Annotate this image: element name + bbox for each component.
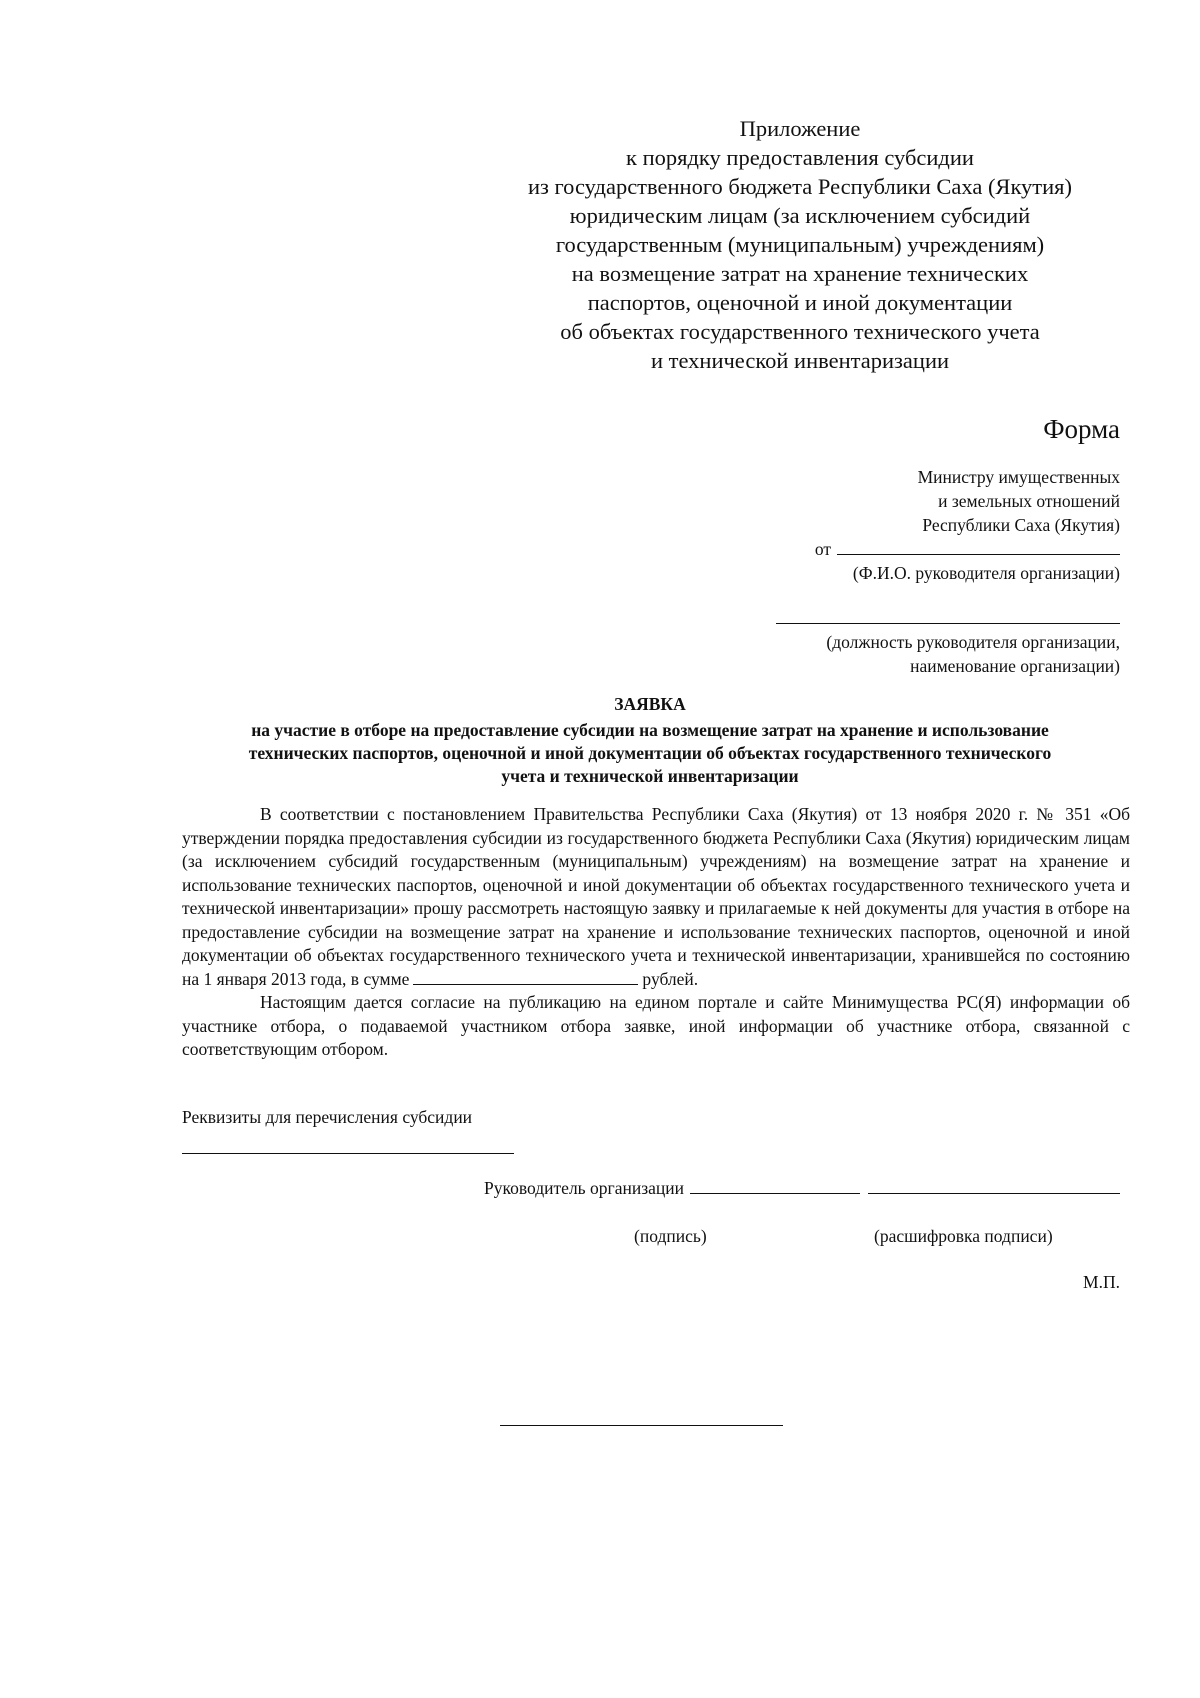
appendix-line: к порядку предоставления субсидии [626, 145, 974, 170]
appendix-line: и технической инвентаризации [650, 348, 950, 373]
from-row [700, 537, 1120, 561]
requisites-label: Реквизиты для перечисления субсидии [182, 1107, 473, 1127]
position-caption-2: наименование организации) [910, 656, 1120, 676]
appendix-line: юридическим лицам (за исключением субсидий [569, 203, 1031, 228]
amount-suffix: рублей. [642, 968, 699, 989]
title-line-1: на участие в отборе на предоставление субсидии на возмещение затрат на хранение и использование [251, 720, 1049, 740]
signature-caption: (подпись) [634, 1226, 707, 1246]
requisites-field[interactable] [182, 1153, 514, 1154]
signature-row [484, 1177, 1120, 1199]
signature-field[interactable] [690, 1177, 860, 1194]
addressee-line-3: Республики Саха (Якутия) [922, 515, 1120, 535]
addressee-block [700, 465, 1120, 678]
position-caption-1: (должность руководителя организации, [826, 632, 1120, 652]
position-field[interactable] [776, 603, 1120, 624]
decode-caption: (расшифровка подписи) [874, 1226, 1053, 1246]
footer-divider [500, 1425, 783, 1426]
head-label: Руководитель организации [484, 1178, 684, 1198]
appendix-header [470, 114, 1130, 375]
appendix-line: государственным (муниципальным) учреждениям) [555, 232, 1045, 257]
title-line-2: технических паспортов, оценочной и иной документации об объектах государственного технического [248, 743, 1052, 763]
application-title [175, 693, 1125, 788]
appendix-line: из государственного бюджета Республики Саха (Якутия) [527, 174, 1073, 199]
body-paragraph-2: Настоящим дается согласие на публикацию на едином портале и сайте Минимущества РС(Я) информации об участнике отбора, о подаваемой участником отбора заявке, иной информации об участнике отбора, связанной с соответствующим отбором. [182, 992, 1130, 1059]
from-label: от [814, 539, 831, 559]
addressee-line-1: Министру имущественных [917, 467, 1120, 487]
application-body [182, 803, 1130, 1062]
signature-decode-field[interactable] [868, 1177, 1120, 1194]
addressee-line-2: и земельных отношений [938, 491, 1120, 511]
stamp-label: М.П. [1083, 1272, 1120, 1292]
body-paragraph-1 [182, 803, 1130, 991]
fio-caption: (Ф.И.О. руководителя организации) [852, 563, 1120, 583]
amount-field[interactable] [413, 970, 638, 985]
title-line-3: учета и технической инвентаризации [501, 766, 799, 786]
body-paragraph-1-text: В соответствии с постановлением Правительства Республики Саха (Якутия) от 13 ноября 2020 г. № 351 «Об утверждении порядка предоставления субсидии из государственного бюджета Республики Саха (Якутия) юридическим лицам (за исключением субсидий государственным (муниципальным) учреждениям) на возмещение затрат на хранение и использование технических паспортов, оценочной и иной документации об объектах государственного технического учета и технической инвентаризации» прошу рассмотреть настоящую заявку и прилагаемые к ней документы для участия в отборе на предоставление субсидии на возмещение затрат на хранение и использование технических паспортов, оценочной и иной документации об объектах государственного технического учета и технической инвентаризации, хранившейся по состоянию на 1 января 2013 года, в сумме [182, 804, 1130, 989]
appendix-line: об объектах государственного технического учета [560, 319, 1040, 344]
appendix-line: на возмещение затрат на хранение технических [571, 261, 1029, 286]
form-label: Форма [1043, 414, 1120, 444]
title-heading: ЗАЯВКА [614, 694, 686, 714]
from-fio-field[interactable] [837, 538, 1120, 555]
appendix-line: Приложение [739, 116, 861, 141]
appendix-line: паспортов, оценочной и иной документации [587, 290, 1013, 315]
